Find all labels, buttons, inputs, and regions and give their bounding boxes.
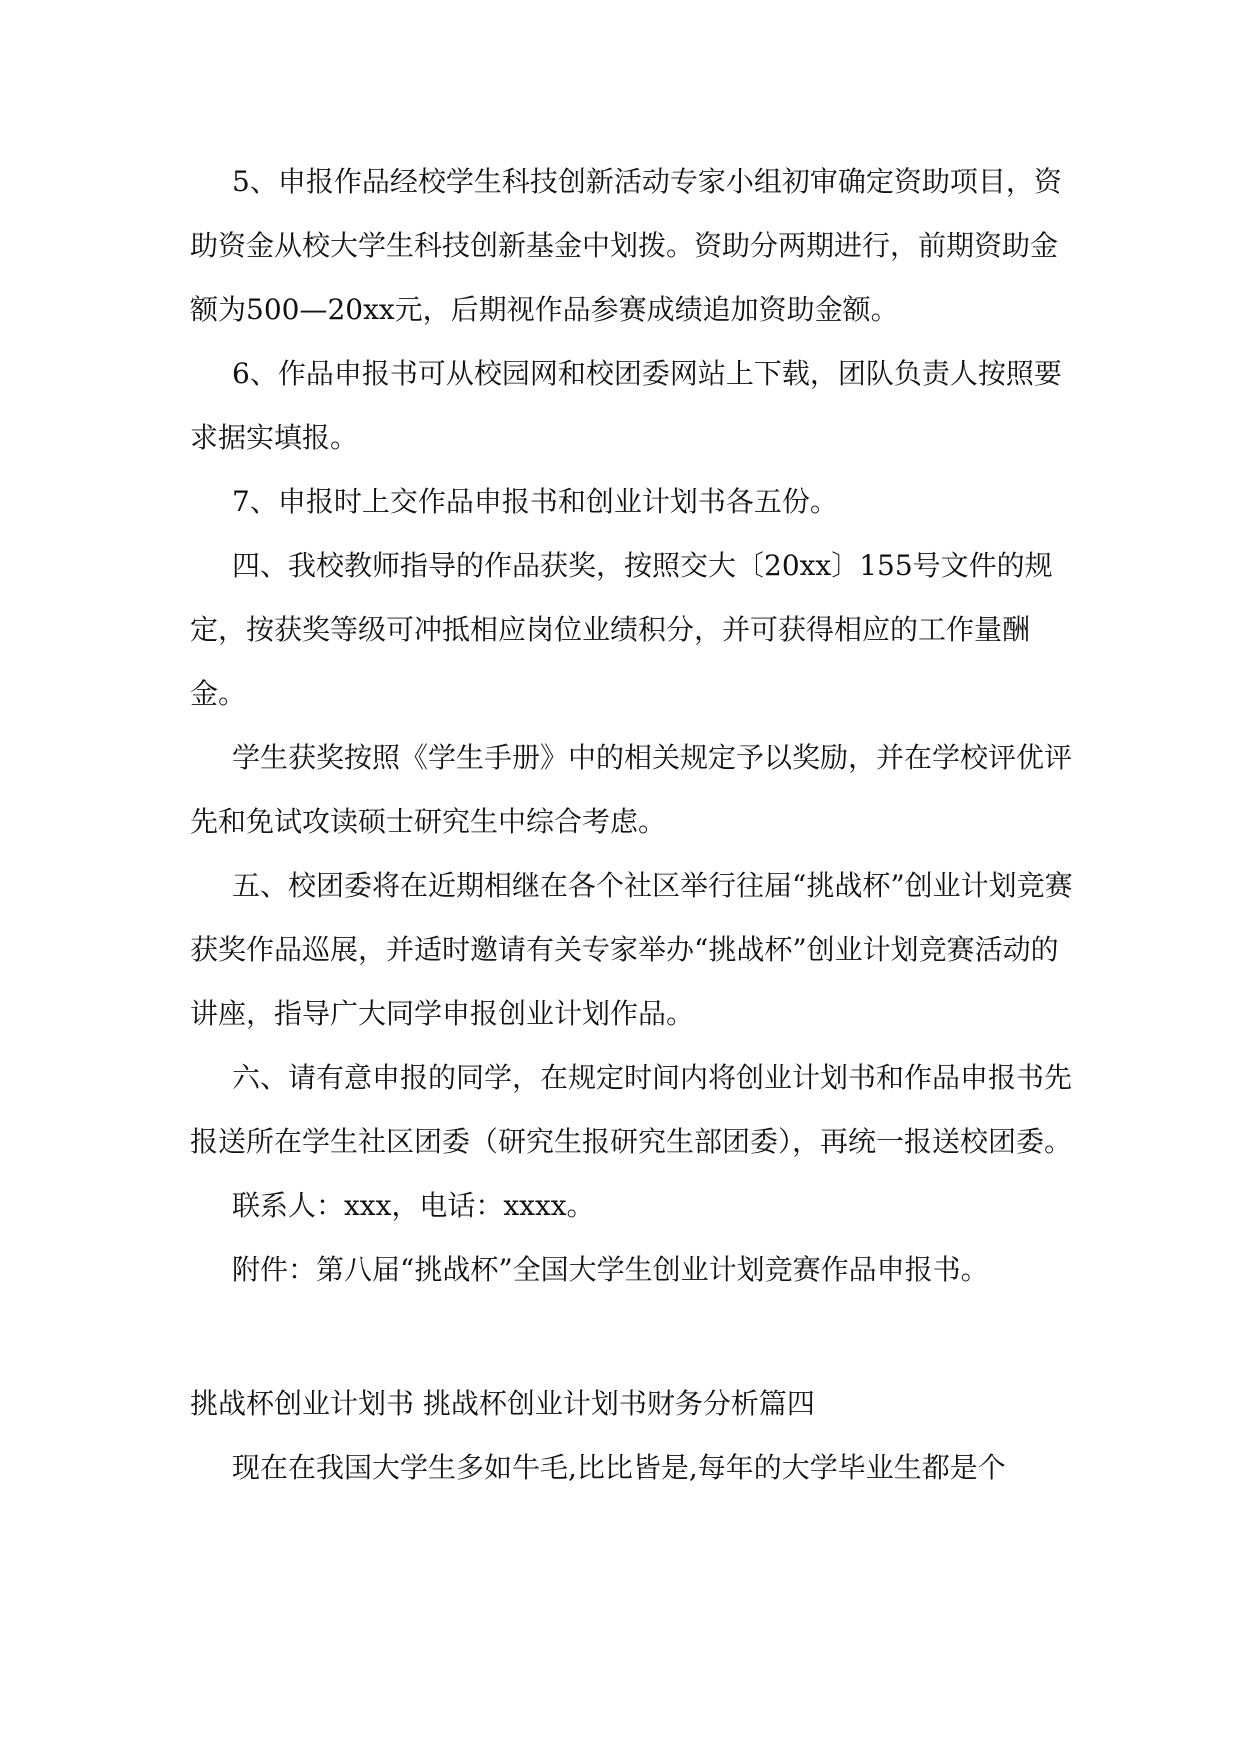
paragraph-exhibition: 五、校团委将在近期相继在各个社区举行往届“挑战杯”创业计划竞赛获奖作品巡展，并适时邀请有关专家举办“挑战杯”创业计划竞赛活动的讲座，指导广大同学申报创业计划作品。 — [190, 869, 1073, 1030]
paragraph-teacher-award: 四、我校教师指导的作品获奖，按照交大〔20xx〕155号文件的规定，按获奖等级可冲抵相应岗位业绩积分，并可获得相应的工作量酬金。 — [190, 549, 1053, 710]
paragraph-submission: 7、申报时上交作品申报书和创业计划书各五份。 — [232, 485, 838, 518]
paragraph-download: 6、作品申报书可从校园网和校团委网站上下载，团队负责人按照要求据实填报。 — [190, 357, 1062, 454]
document-body — [190, 150, 1080, 1500]
paragraph-student-award: 学生获奖按照《学生手册》中的相关规定予以奖励，并在学校评优评先和免试攻读硕士研究生中综合考虑。 — [190, 741, 1073, 838]
paragraph-funding: 5、申报作品经校学生科技创新活动专家小组初审确定资助项目，资助资金从校大学生科技创新基金中划拨。资助分两期进行，前期资助金额为500—20xx元，后期视作品参赛成绩追加资助金额。 — [190, 165, 1062, 326]
paragraph-attachment: 附件：第八届“挑战杯”全国大学生创业计划竞赛作品申报书。 — [232, 1253, 989, 1286]
section-title: 挑战杯创业计划书 挑战杯创业计划书财务分析篇四 — [190, 1387, 815, 1420]
paragraph-application-route: 六、请有意申报的同学，在规定时间内将创业计划书和作品申报书先报送所在学生社区团委（研究生报研究生部团委），再统一报送校团委。 — [190, 1061, 1073, 1158]
paragraph-closing: 现在在我国大学生多如牛毛,比比皆是,每年的大学毕业生都是个 — [232, 1451, 1006, 1484]
paragraph-contact: 联系人：xxx，电话：xxxx。 — [232, 1189, 595, 1222]
